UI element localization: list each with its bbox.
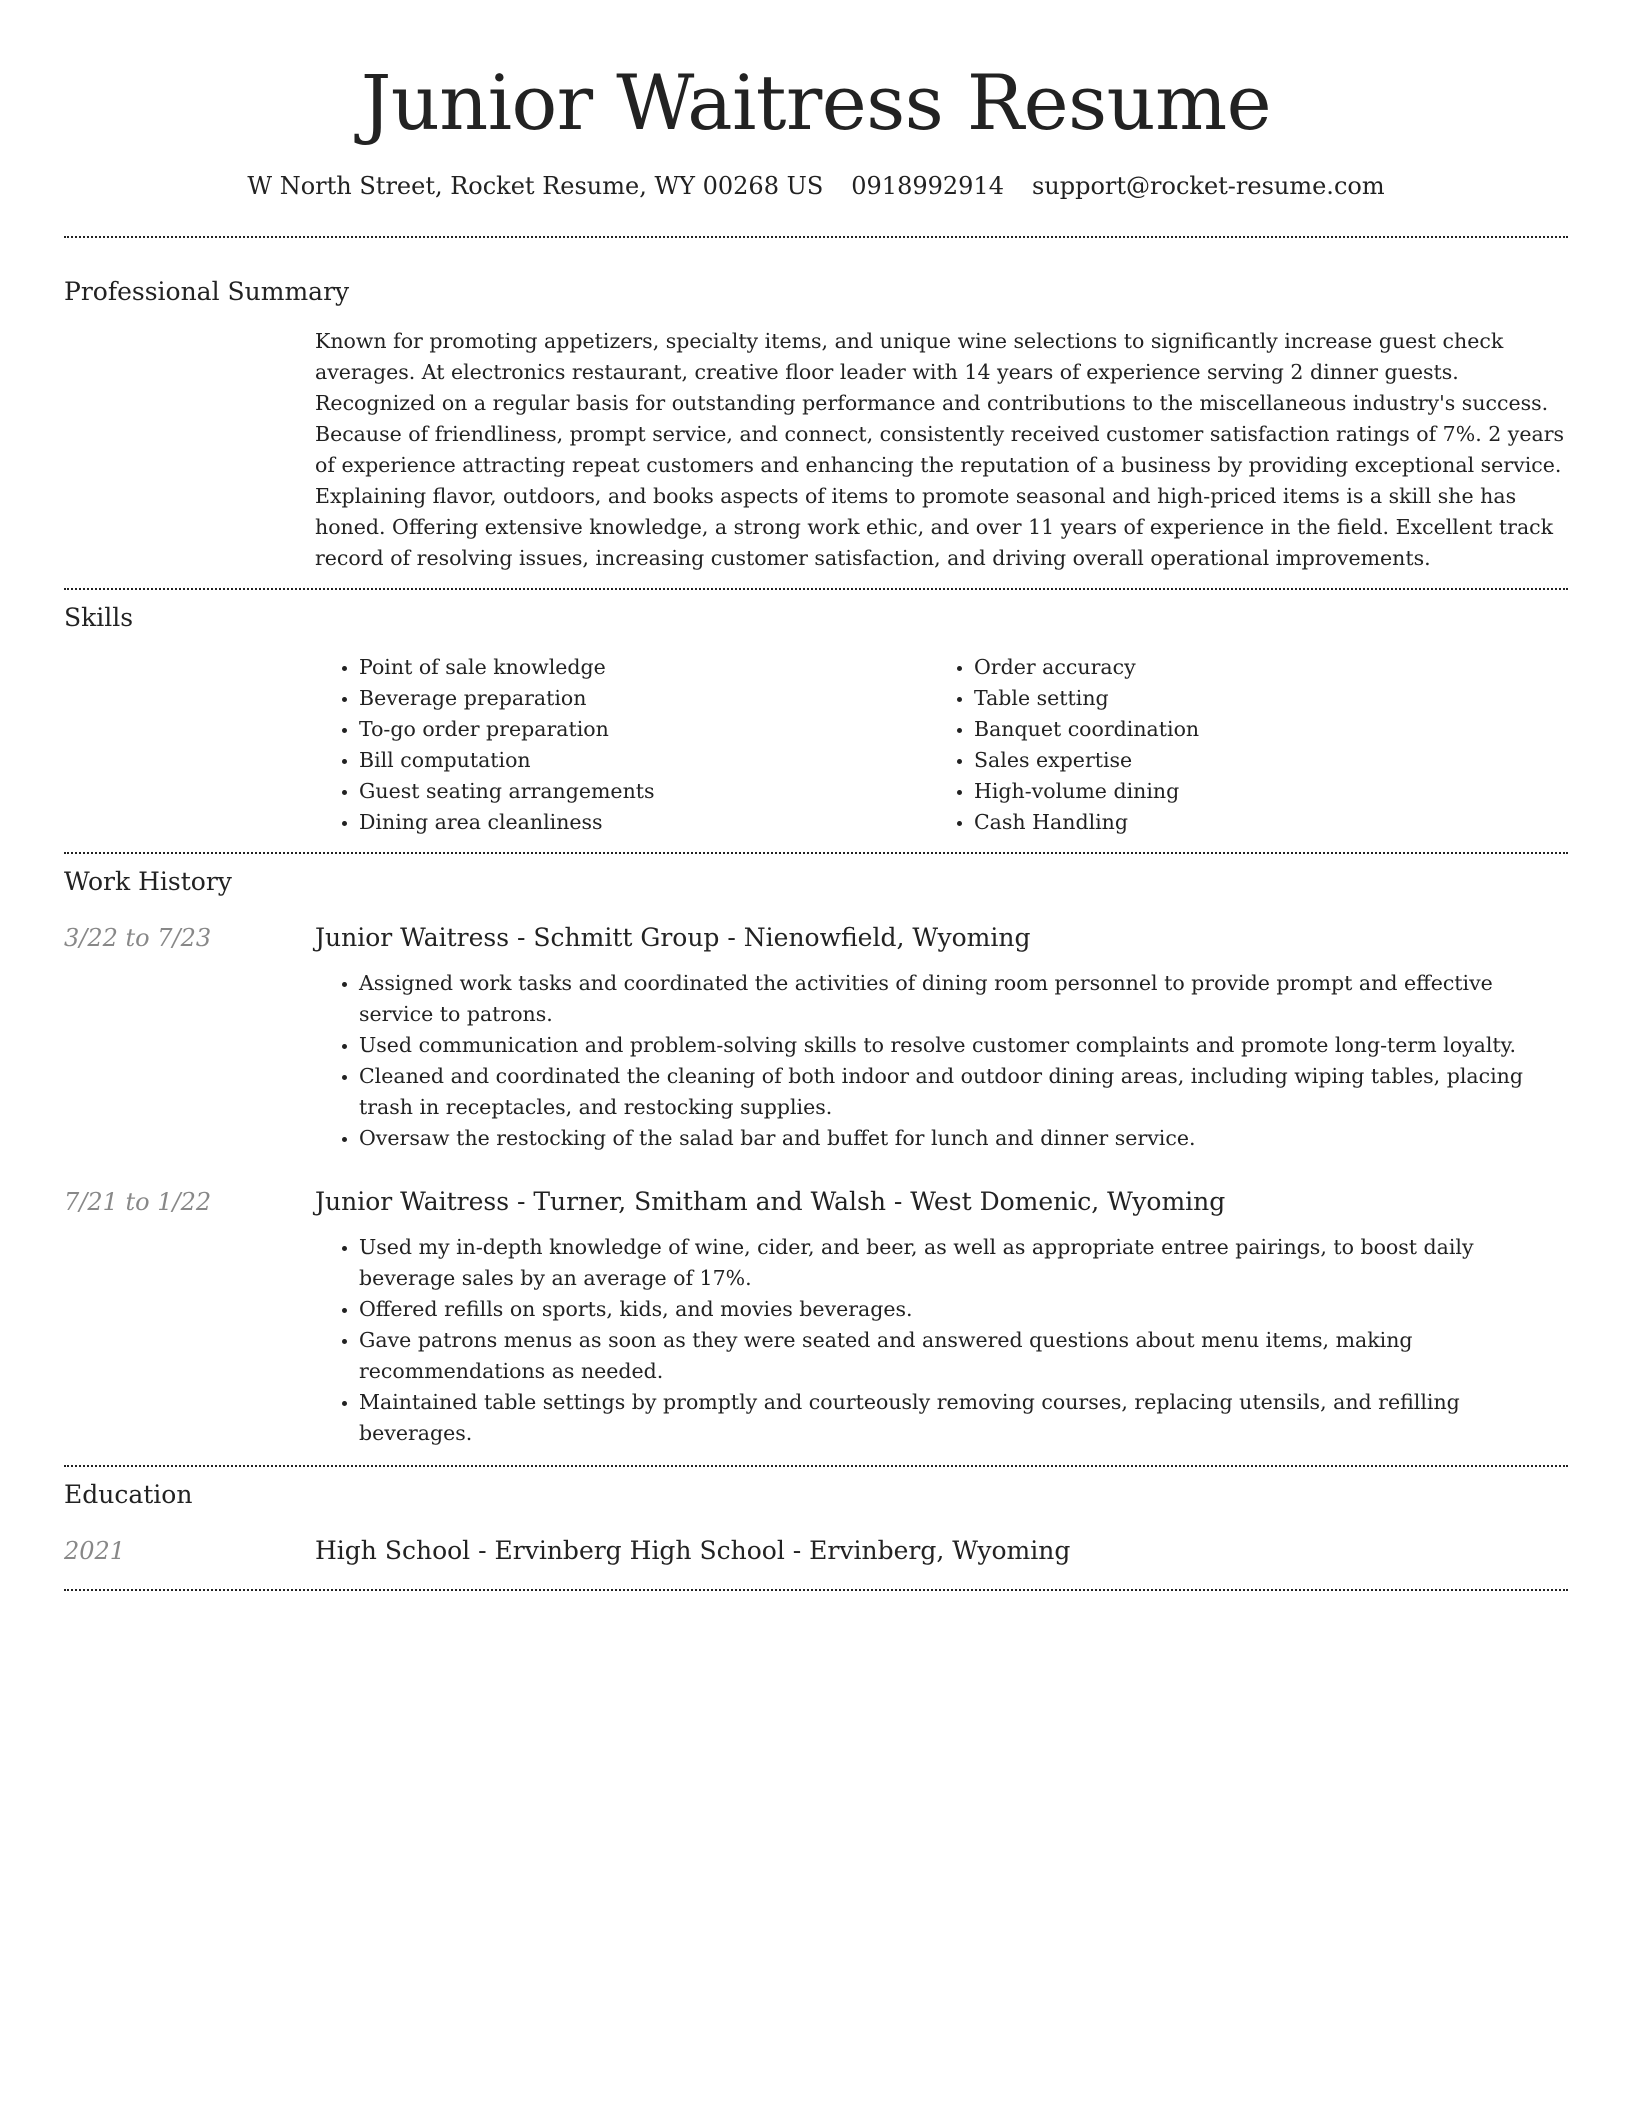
- skill-item: • To-go order preparation: [359, 714, 930, 745]
- skill-item: • Table setting: [974, 683, 1545, 714]
- skill-item: • Beverage preparation: [359, 683, 930, 714]
- job-entry: [64, 920, 1568, 1154]
- education-section: [64, 1477, 1568, 1569]
- job-bullet: • Cleaned and coordinated the cleaning of both indoor and outdoor dining areas, including wiping tables, placing trash in receptacles, and restocking supplies.: [359, 1061, 1568, 1123]
- job-dates: 3/22 to 7/23: [64, 924, 212, 952]
- job-bullet: • Used communication and problem-solving skills to resolve customer complaints and promote long-term loyalty.: [359, 1030, 1568, 1061]
- job-bullet: • Maintained table settings by promptly and courteously removing courses, replacing utensils, and refilling beverages.: [359, 1387, 1568, 1449]
- skill-item: • Dining area cleanliness: [359, 807, 930, 838]
- education-heading: Education: [64, 1480, 193, 1509]
- skill-item: • High-volume dining: [974, 776, 1545, 807]
- summary-divider: [64, 588, 1568, 590]
- skill-item: • Guest seating arrangements: [359, 776, 930, 807]
- contact-line: [64, 168, 1568, 204]
- education-title: High School - Ervinberg High School - Ervinberg, Wyoming: [315, 1536, 1071, 1565]
- contact-address: W North Street, Rocket Resume, WY 00268 US: [247, 172, 824, 200]
- job-bullet: • Used my in-depth knowledge of wine, cider, and beer, as well as appropriate entree pairings, to boost daily beverage sales by an average of 17%.: [359, 1232, 1568, 1294]
- contact-phone: 0918992914: [851, 172, 1004, 200]
- work-section: [64, 864, 1568, 1449]
- job-bullet: • Offered refills on sports, kids, and movies beverages.: [359, 1294, 1568, 1325]
- work-heading: Work History: [64, 867, 232, 896]
- skill-item: • Banquet coordination: [974, 714, 1545, 745]
- job-entry: [64, 1184, 1568, 1449]
- job-bullet: • Gave patrons menus as soon as they were seated and answered questions about menu items, making recommendations as needed.: [359, 1325, 1568, 1387]
- work-divider: [64, 1465, 1568, 1467]
- education-year: 2021: [64, 1537, 126, 1565]
- summary-section: [64, 274, 1568, 574]
- job-title: Junior Waitress - Schmitt Group - Nienowfield, Wyoming: [315, 923, 1031, 952]
- resume-page: [64, 0, 1568, 1591]
- header-divider: [64, 236, 1568, 238]
- skill-item: • Sales expertise: [974, 745, 1545, 776]
- skills-divider: [64, 852, 1568, 854]
- summary-heading: Professional Summary: [64, 277, 350, 306]
- skill-item: • Bill computation: [359, 745, 930, 776]
- resume-title: Junior Waitress Resume: [360, 58, 1272, 147]
- education-entry: [64, 1533, 1568, 1569]
- skills-section: [64, 600, 1568, 838]
- skills-heading: Skills: [64, 603, 134, 632]
- skill-item: • Cash Handling: [974, 807, 1545, 838]
- skill-item: • Order accuracy: [974, 652, 1545, 683]
- job-bullet: • Assigned work tasks and coordinated the activities of dining room personnel to provide prompt and effective service to patrons.: [359, 968, 1568, 1030]
- job-title: Junior Waitress - Turner, Smitham and Walsh - West Domenic, Wyoming: [315, 1187, 1226, 1216]
- summary-text: Known for promoting appetizers, specialty items, and unique wine selections to significantly increase guest check averages. At electronics restaurant, creative floor leader with 14 years of experience serving 2 dinner guests. Recognized on a regular basis for outstanding performance and contributions to the miscellaneous industry's success. Because of friendliness, prompt service, and connect, consistently received customer satisfaction ratings of 7%. 2 years of experience attracting repeat customers and enhancing the reputation of a business by providing exceptional service. Explaining flavor, outdoors, and books aspects of items to promote seasonal and high-priced items is a skill she has honed. Offering extensive knowledge, a strong work ethic, and over 11 years of experience in the field. Excellent track record of resolving issues, increasing customer satisfaction, and driving overall operational improvements.: [315, 329, 1565, 570]
- job-bullet: • Oversaw the restocking of the salad bar and buffet for lunch and dinner service.: [359, 1123, 1568, 1154]
- education-divider: [64, 1589, 1568, 1591]
- contact-email: support@rocket-resume.com: [1031, 172, 1385, 200]
- skill-item: • Point of sale knowledge: [359, 652, 930, 683]
- skills-column-left: [315, 652, 930, 838]
- skills-column-right: [930, 652, 1545, 838]
- job-dates: 7/21 to 1/22: [64, 1188, 212, 1216]
